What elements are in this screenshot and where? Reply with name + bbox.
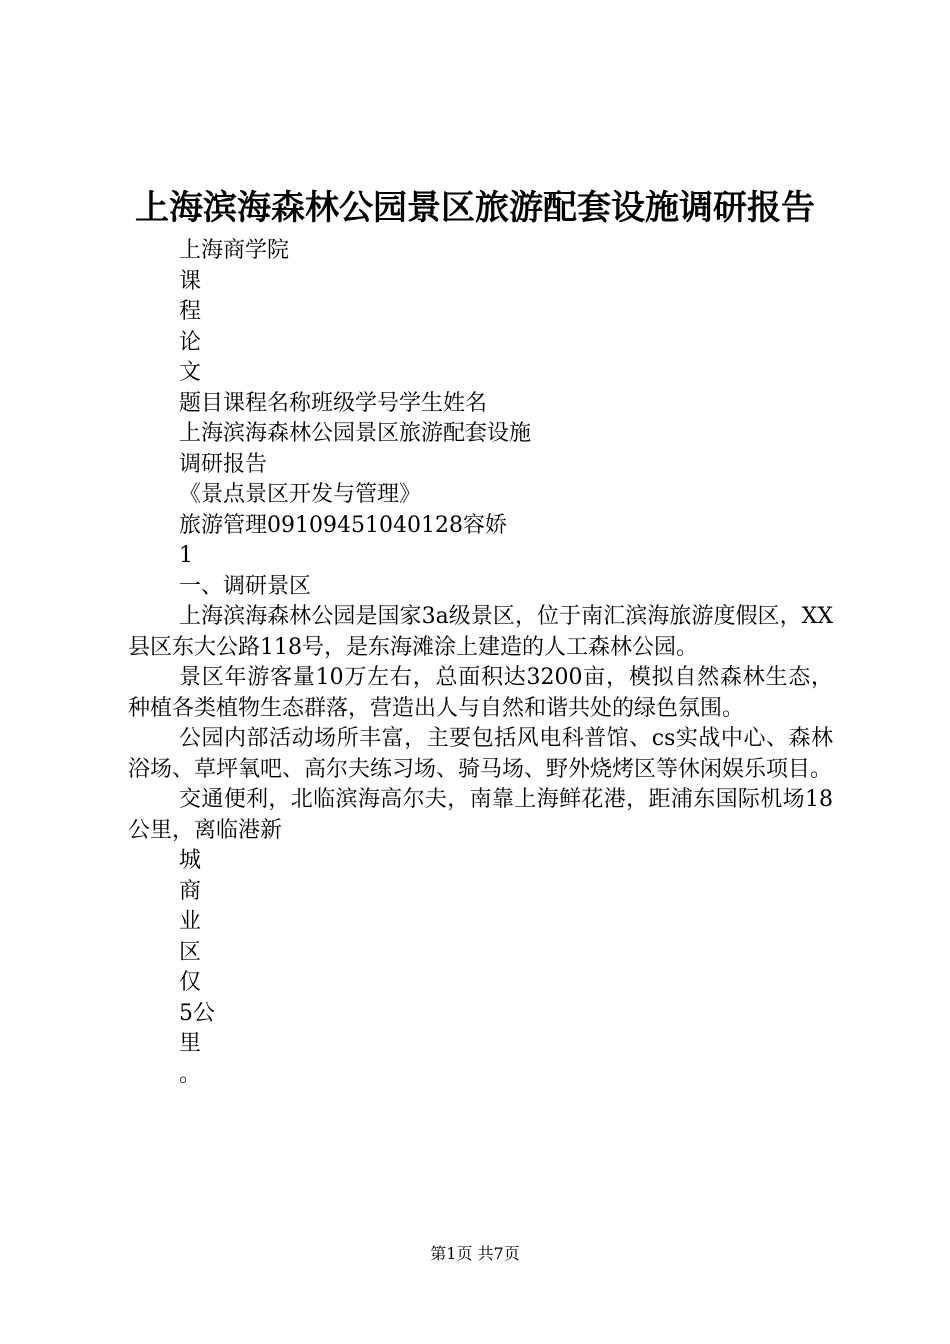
text-line: 城 — [179, 848, 202, 873]
page-number-footer: 第1页 共7页 — [430, 1244, 520, 1263]
text-line: 《景点景区开发与管理》 — [179, 482, 422, 507]
document-title: 上海滨海森林公园景区旅游配套设施调研报告 — [135, 188, 815, 228]
document-body — [128, 236, 833, 1090]
text-line: 题目课程名称班级学号学生姓名 — [179, 390, 488, 416]
paragraph: 交通便利，北临滨海高尔夫，南靠上海鲜花港，距浦东国际机场18公里，离临港新 — [128, 787, 833, 843]
text-line: 区 — [179, 939, 202, 965]
text-line: 上海商学院 — [179, 238, 290, 263]
text-line: 1 — [179, 543, 193, 568]
text-line: 课 — [179, 268, 202, 294]
text-line: 里 — [179, 1031, 202, 1056]
section-heading: 一、调研景区 — [179, 573, 312, 599]
paragraph: 公园内部活动场所丰富，主要包括风电科普馆、cs实战中心、森林浴场、草坪氧吧、高尔夫练习场、骑马场、野外烧烤区等休闲娱乐项目。 — [128, 726, 833, 782]
paragraph: 景区年游客量10万左右，总面积达3200亩，模拟自然森林生态，种植各类植物生态群落，营造出人与自然和谐共处的绿色氛围。 — [128, 665, 833, 721]
text-line: 上海滨海森林公园景区旅游配套设施 — [179, 421, 532, 446]
text-line: 商 — [179, 878, 202, 904]
text-line: 文 — [179, 360, 202, 385]
text-line: 程 — [179, 299, 202, 324]
paragraph: 上海滨海森林公园是国家3a级景区，位于南汇滨海旅游度假区，XX县区东大公路118号，是东海滩涂上建造的人工森林公园。 — [128, 604, 833, 660]
text-line: 5公 — [179, 1000, 215, 1026]
text-line: 。 — [179, 1061, 202, 1087]
text-line: 旅游管理09109451040128容娇 — [179, 512, 507, 538]
text-line: 仅 — [179, 970, 202, 995]
text-line: 论 — [179, 329, 202, 355]
text-line: 业 — [179, 909, 202, 934]
text-line: 调研报告 — [179, 451, 268, 477]
